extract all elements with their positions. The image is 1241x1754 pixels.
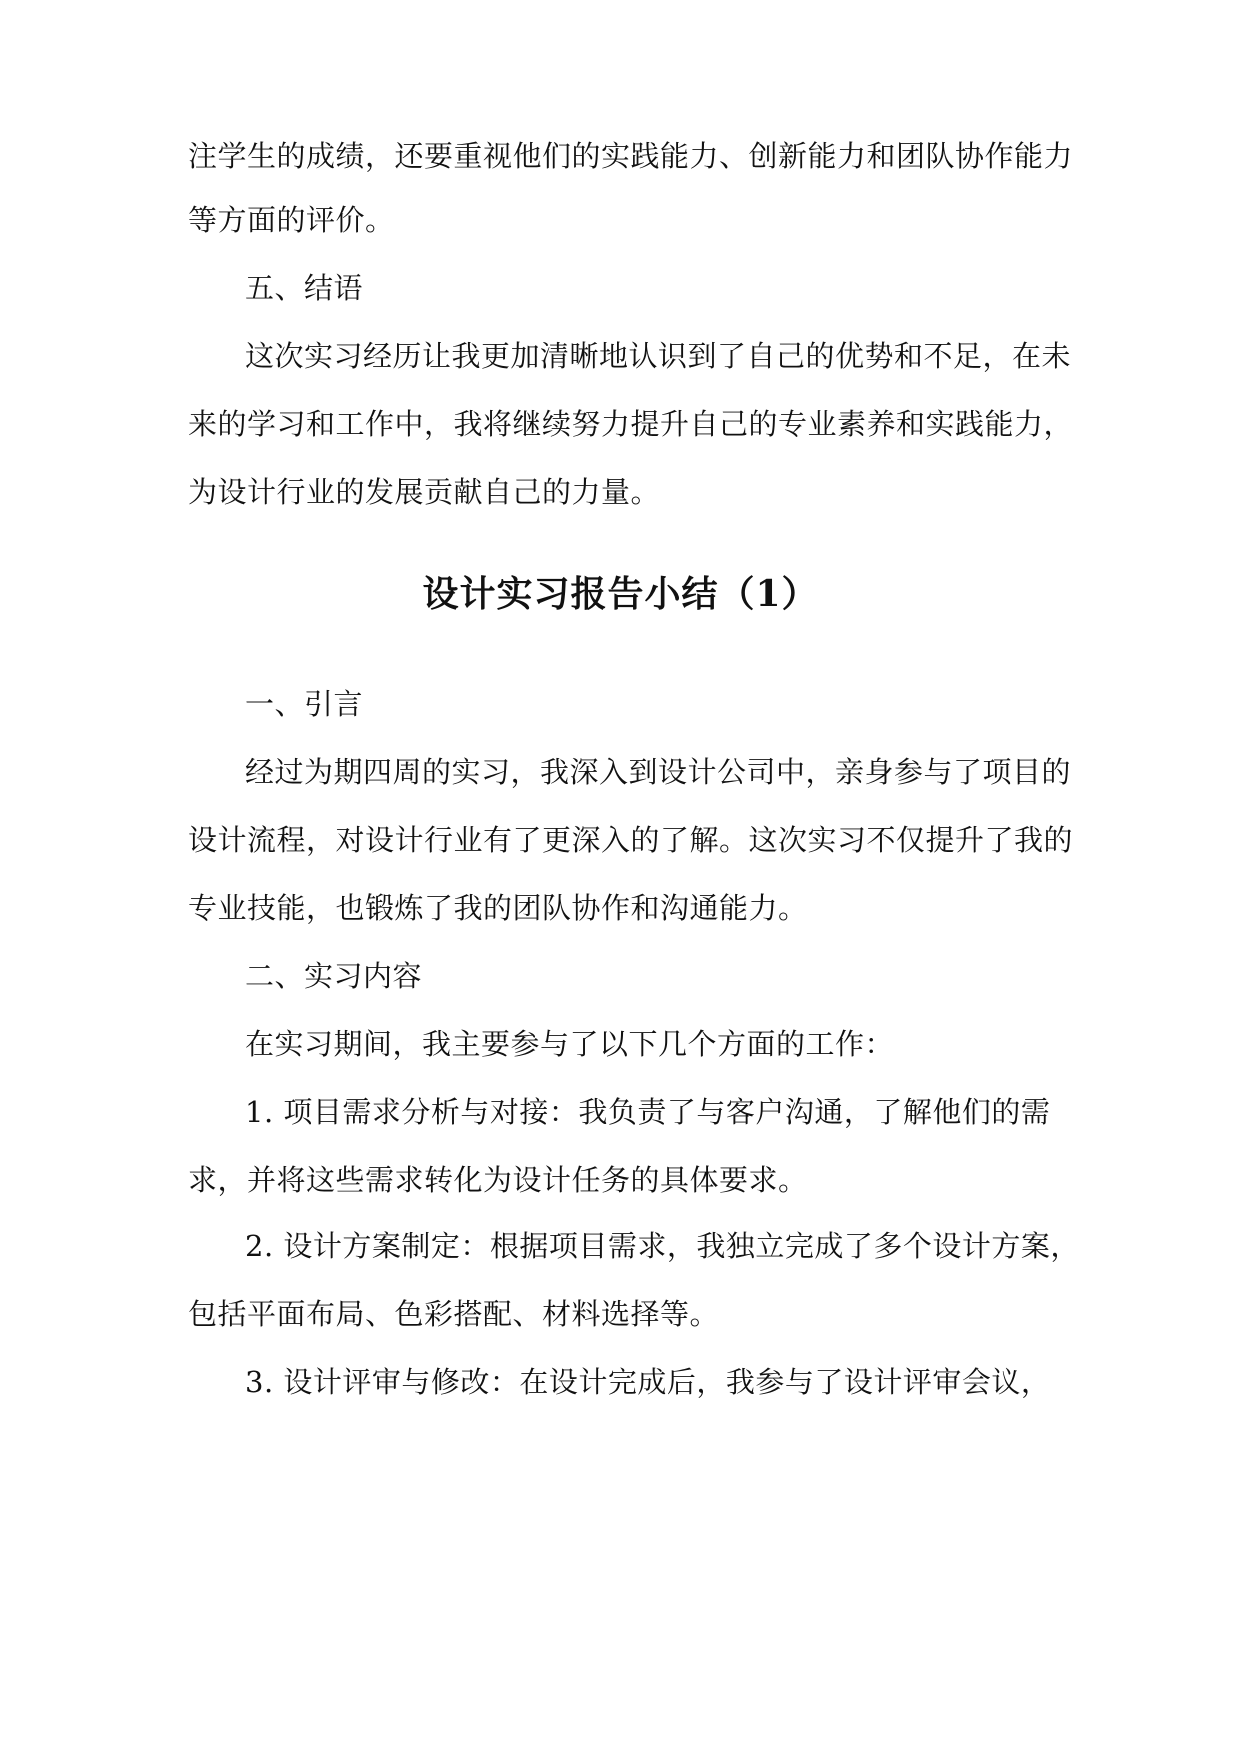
paragraph-line: 为设计行业的发展贡献自己的力量。: [188, 475, 661, 509]
section-heading-intro: 一、引言: [245, 687, 364, 721]
paragraph-line: 等方面的评价。: [188, 203, 395, 237]
section-heading-content: 二、实习内容: [245, 959, 423, 993]
list-item-line: 1. 项目需求分析与对接：我负责了与客户沟通，了解他们的需: [245, 1095, 1051, 1129]
list-item-line: 求，并将这些需求转化为设计任务的具体要求。: [188, 1163, 808, 1197]
paragraph-line: 注学生的成绩，还要重视他们的实践能力、创新能力和团队协作能力: [188, 139, 1074, 173]
paragraph-line: 专业技能，也锻炼了我的团队协作和沟通能力。: [188, 891, 808, 925]
paragraph-line: 设计流程，对设计行业有了更深入的了解。这次实习不仅提升了我的: [188, 823, 1074, 857]
list-item-line: 3. 设计评审与修改：在设计完成后，我参与了设计评审会议，: [245, 1365, 1051, 1399]
paragraph-line: 经过为期四周的实习，我深入到设计公司中，亲身参与了项目的: [245, 755, 1072, 789]
paragraph-line: 这次实习经历让我更加清晰地认识到了自己的优势和不足，在未: [245, 339, 1072, 373]
list-item-line: 包括平面布局、色彩搭配、材料选择等。: [188, 1297, 720, 1331]
paragraph-line: 在实习期间，我主要参与了以下几个方面的工作：: [245, 1027, 895, 1061]
paragraph-line: 来的学习和工作中，我将继续努力提升自己的专业素养和实践能力，: [188, 407, 1074, 441]
section-heading-conclusion: 五、结语: [245, 271, 364, 305]
list-item-line: 2. 设计方案制定：根据项目需求，我独立完成了多个设计方案，: [245, 1229, 1080, 1263]
report-title: 设计实习报告小结（1）: [422, 573, 819, 615]
